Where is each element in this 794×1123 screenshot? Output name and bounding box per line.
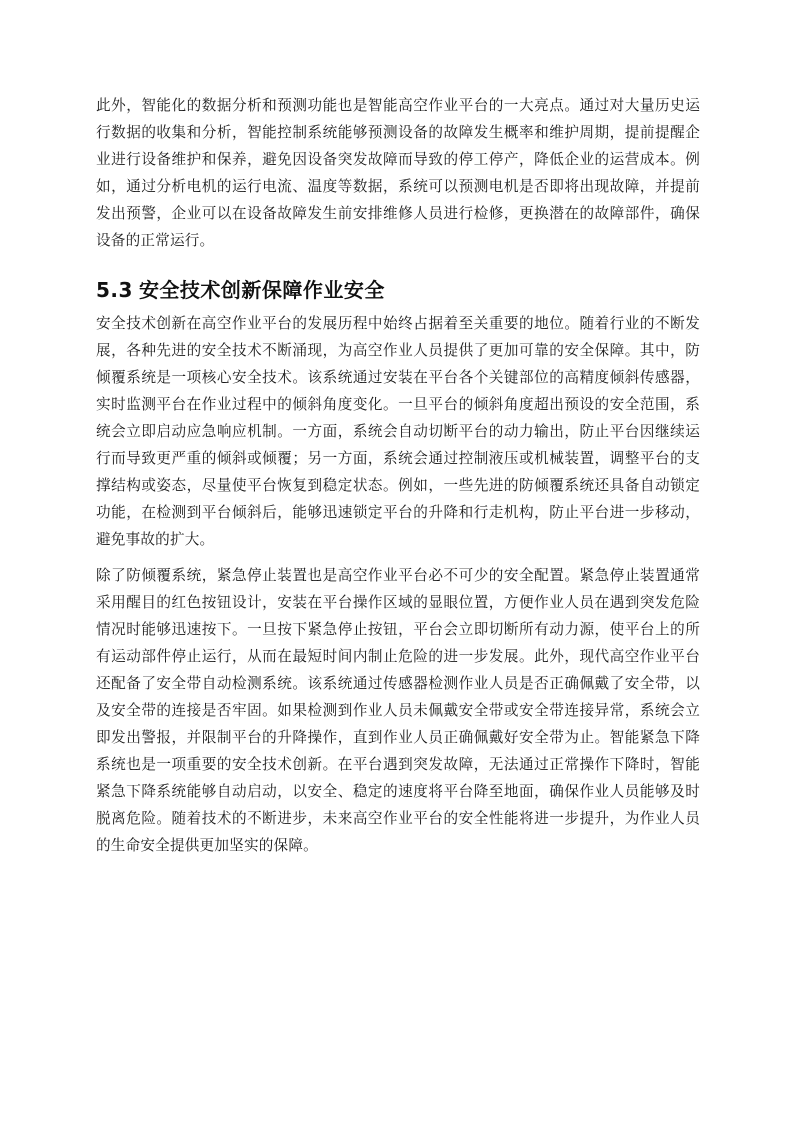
section-number: 5.3	[96, 278, 133, 302]
intro-paragraph: 此外，智能化的数据分析和预测功能也是智能高空作业平台的一大亮点。通过对大量历史运行数据的收集和分析，智能控制系统能够预测设备的故障发生概率和维护周期，提前提醒企业进行设备维护和保养，避免因设备突发故障而导致的停工停产，降低企业的运营成本。例如，通过分析电机的运行电流、温度等数据，系统可以预测电机是否即将出现故障，并提前发出预警，企业可以在设备故障发生前安排维修人员进行检修，更换潜在的故障部件，确保设备的正常运行。	[96, 97, 700, 249]
section-title: 安全技术创新保障作业安全	[138, 278, 385, 302]
section-paragraph-2: 除了防倾覆系统，紧急停止装置也是高空作业平台必不可少的安全配置。紧急停止装置通常采用醒目的红色按钮设计，安装在平台操作区域的显眼位置，方便作业人员在遇到突发危险情况时能够迅速按下。一旦按下紧急停止按钮，平台会立即切断所有动力源，使平台上的所有运动部件停止运行，从而在最短时间内制止危险的进一步发展。此外，现代高空作业平台还配备了安全带自动检测系统。该系统通过传感器检测作业人员是否正确佩戴了安全带，以及安全带的连接是否牢固。如果检测到作业人员未佩戴安全带或安全带连接异常，系统会立即发出警报，并限制平台的升降操作，直到作业人员正确佩戴好安全带为止。智能紧急下降系统也是一项重要的安全技术创新。在平台遇到突发故障，无法通过正常操作下降时，智能紧急下降系统能够自动启动，以安全、稳定的速度将平台降至地面，确保作业人员能够及时脱离危险。随着技术的不断进步，未来高空作业平台的安全性能将进一步提升，为作业人员的生命安全提供更加坚实的保障。	[96, 567, 700, 854]
document-page	[96, 92, 700, 859]
section-heading	[96, 276, 700, 304]
section-paragraph-1: 安全技术创新在高空作业平台的发展历程中始终占据着至关重要的地位。随着行业的不断发展，各种先进的安全技术不断涌现，为高空作业人员提供了更加可靠的安全保障。其中，防倾覆系统是一项核心安全技术。该系统通过安装在平台各个关键部位的高精度倾斜传感器，实时监测平台在作业过程中的倾斜角度变化。一旦平台的倾斜角度超出预设的安全范围，系统会立即启动应急响应机制。一方面，系统会自动切断平台的动力输出，防止平台因继续运行而导致更严重的倾斜或倾覆；另一方面，系统会通过控制液压或机械装置，调整平台的支撑结构或姿态，尽量使平台恢复到稳定状态。例如，一些先进的防倾覆系统还具备自动锁定功能，在检测到平台倾斜后，能够迅速锁定平台的升降和行走机构，防止平台进一步移动，避免事故的扩大。	[96, 315, 700, 548]
